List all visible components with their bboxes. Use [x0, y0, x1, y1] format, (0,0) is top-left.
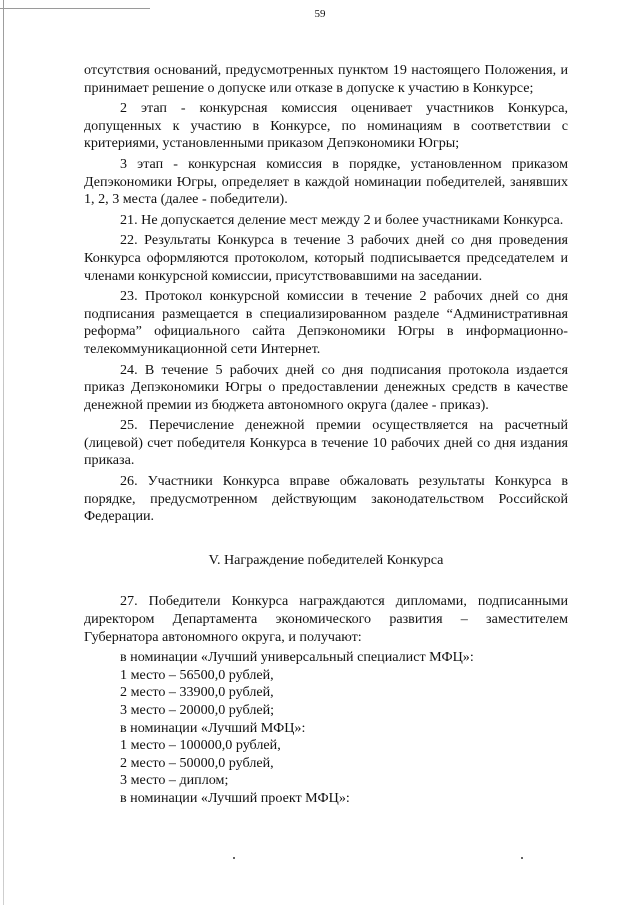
list-item: 1 место – 56500,0 рублей, [120, 666, 274, 683]
list-item: 1 место – 100000,0 рублей, [120, 737, 281, 754]
paragraph-21: 21. Не допускается деление мест между 2 и более участниками Конкурса. [120, 211, 564, 228]
paragraph-27: 27. Победители Конкурса награждаются дипломами, подписанными директором Департамента экономического развития – заместителем Губернатора автономного округа, и получают: [84, 593, 568, 645]
paragraph-stage-3: 3 этап - конкурсная комиссия в порядке, установленном приказом Депэкономики Югры, определяет в каждой номинации победителей, занявших 1, 2, 3 места (далее - победители). [84, 155, 568, 208]
paragraph-26: 26. Участники Конкурса вправе обжаловать результаты Конкурса в порядке, предусмотренном действующим законодательством Российской Федерации. [84, 473, 568, 525]
scan-speck [233, 857, 235, 859]
list-item: в номинации «Лучший МФЦ»: [120, 719, 306, 736]
scan-edge-left [3, 0, 4, 905]
scan-speck [521, 857, 523, 859]
paragraph-25: 25. Перечисление денежной премии осуществляется на расчетный (лицевой) счет победителя Конкурса в течение 10 рабочих дней со дня издания приказа. [84, 417, 568, 469]
list-item: 3 место – диплом; [120, 772, 229, 789]
list-item: 2 место – 33900,0 рублей, [120, 684, 274, 701]
section-title: V. Награждение победителей Конкурса [208, 551, 444, 568]
paragraph-continuation: отсутствия оснований, предусмотренных пунктом 19 настоящего Положения, и принимает решение о допуске или отказе в допуске к участию в Конкурсе; [84, 62, 568, 96]
paragraph-stage-2: 2 этап - конкурсная комиссия оценивает участников Конкурса, допущенных к участию в Конкурсе, по номинациям в соответствии с критериями, установленными приказом Депэкономики Югры; [84, 100, 568, 152]
paragraph-23: 23. Протокол конкурсной комиссии в течение 2 рабочих дней со дня подписания размещается в специализированном разделе “Административная реформа” официального сайта Депэкономики Югры в информационно-телекоммуникационной сети Интернет. [84, 288, 568, 357]
list-item: в номинации «Лучший универсальный специалист МФЦ»: [120, 649, 474, 666]
paragraph-22: 22. Результаты Конкурса в течение 3 рабочих дней со дня проведения Конкурса оформляются протоколом, который подписывается председателем и членами конкурсной комиссии, присутствовавшими на заседании. [84, 232, 568, 284]
document-body [84, 62, 568, 808]
paragraph-24: 24. В течение 5 рабочих дней со дня подписания протокола издается приказ Депэкономики Югры о предоставлении денежных средств в качестве денежной премии из бюджета автономного округа (далее - приказ). [84, 361, 568, 413]
list-item: 2 место – 50000,0 рублей, [120, 754, 274, 771]
awards-list [84, 649, 568, 807]
list-item: в номинации «Лучший проект МФЦ»: [120, 789, 350, 806]
page-number: 59 [314, 8, 326, 20]
list-item: 3 место – 20000,0 рублей; [120, 702, 275, 718]
